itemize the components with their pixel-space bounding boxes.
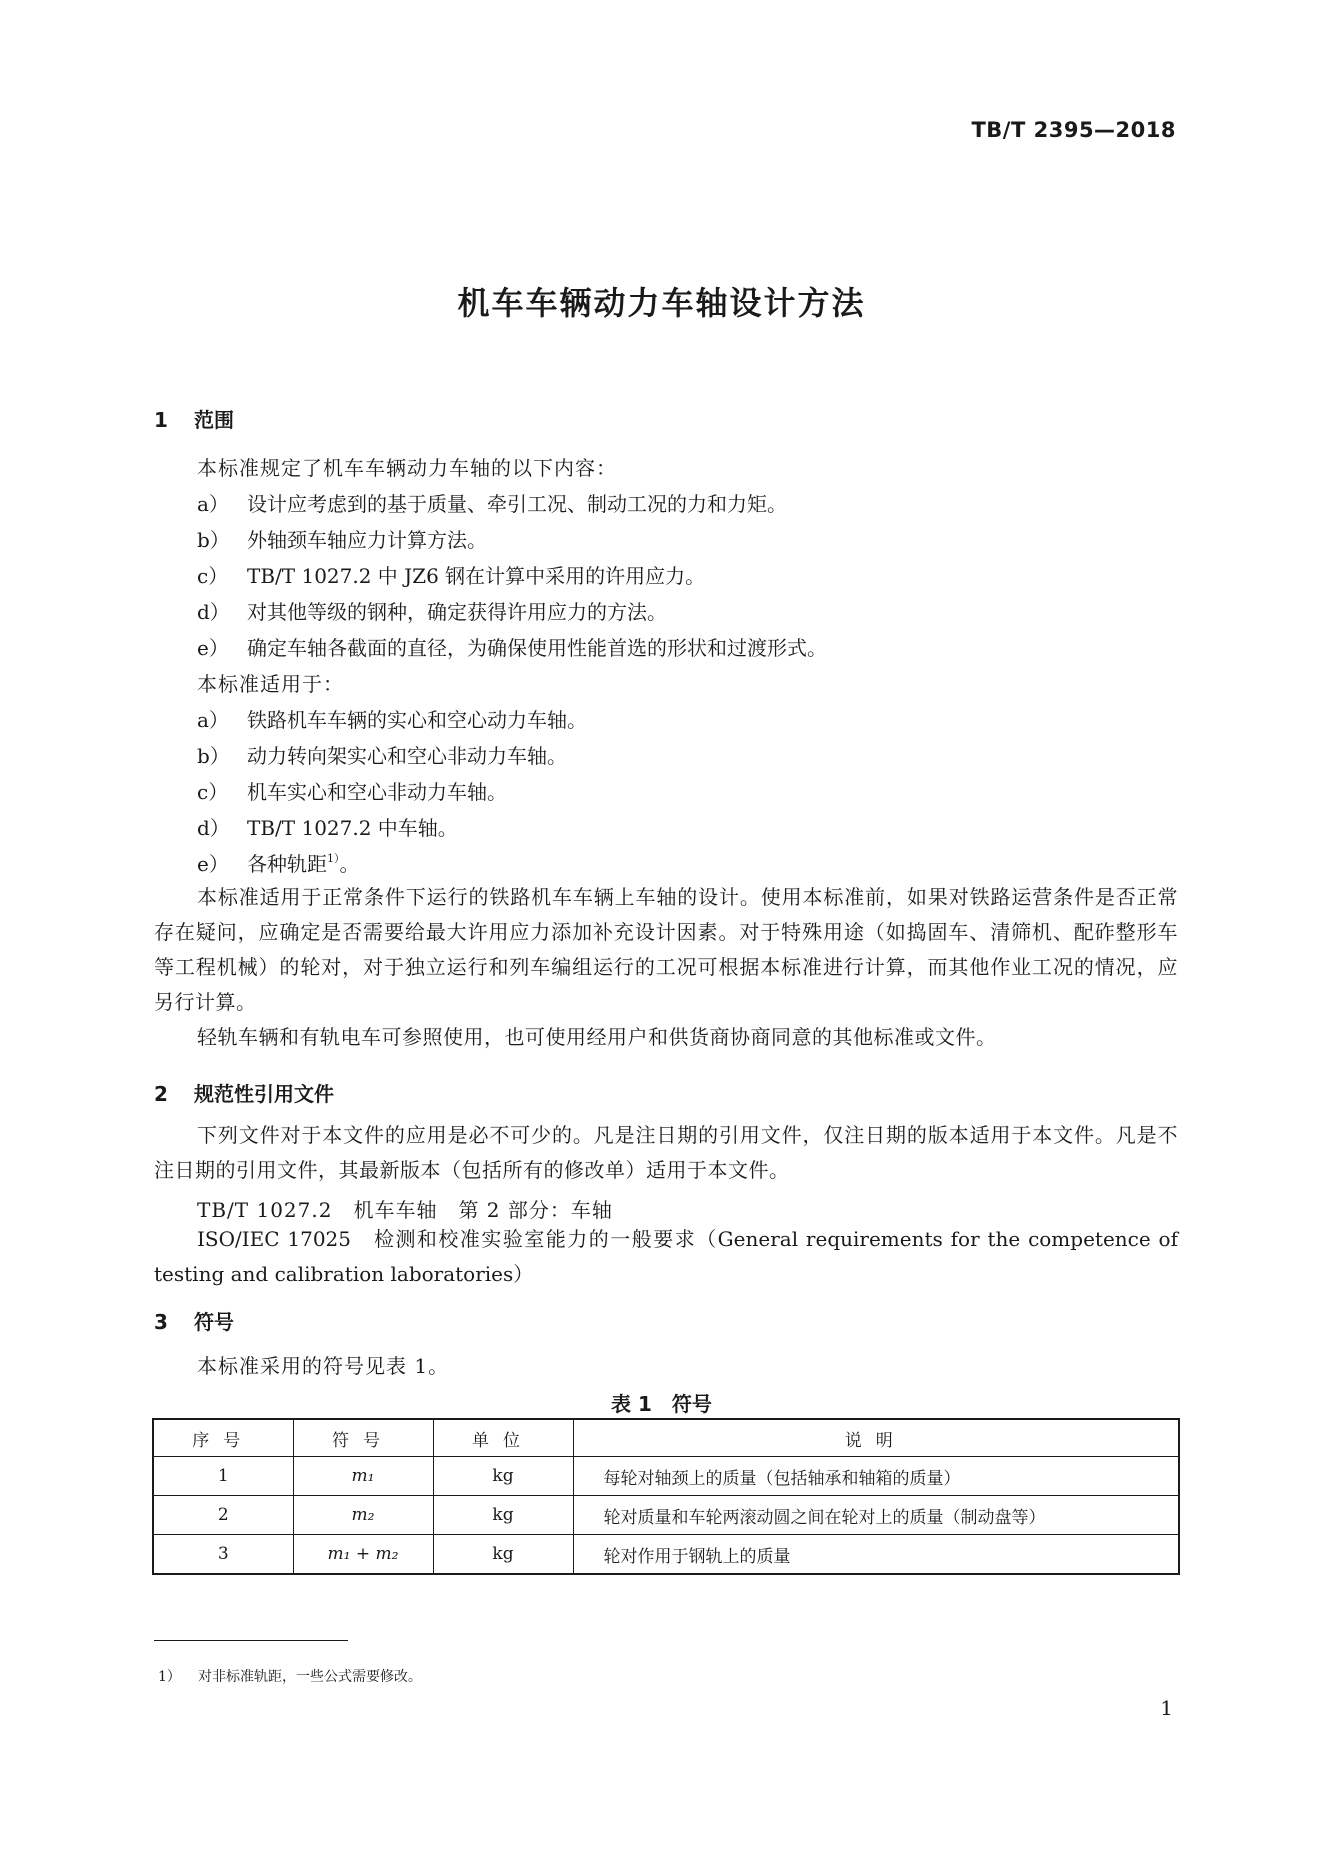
symbols-intro: 本标准采用的符号见表 1。 bbox=[197, 1354, 450, 1378]
list-item bbox=[197, 740, 567, 769]
list-item bbox=[197, 596, 667, 625]
item-label: d） bbox=[197, 600, 230, 624]
cell-symbol: m₂ bbox=[293, 1496, 433, 1535]
table-caption: 表 1 符号 bbox=[611, 1392, 712, 1416]
section-title: 符号 bbox=[194, 1310, 234, 1334]
table-row bbox=[153, 1496, 1179, 1535]
item-text: 对其他等级的钢种，确定获得许用应力的方法。 bbox=[247, 600, 667, 624]
item-label: d） bbox=[197, 816, 230, 840]
footnote-text: 对非标准轨距，一些公式需要修改。 bbox=[198, 1669, 422, 1685]
cell-description: 轮对作用于钢轨上的质量 bbox=[573, 1535, 1179, 1575]
section-title: 规范性引用文件 bbox=[194, 1082, 334, 1106]
list-item bbox=[197, 704, 587, 733]
section-2-heading bbox=[154, 1078, 334, 1107]
footnote-ref[interactable]: 1） bbox=[327, 852, 340, 865]
section-number: 2 bbox=[154, 1082, 168, 1106]
item-text: TB/T 1027.2 中 JZ6 钢在计算中采用的许用应力。 bbox=[247, 564, 706, 588]
cell-symbol: m₁ + m₂ bbox=[293, 1535, 433, 1575]
standard-code: TB/T 2395—2018 bbox=[971, 118, 1176, 142]
table-header-row bbox=[153, 1419, 1179, 1457]
item-text: 铁路机车车辆的实心和空心动力车轴。 bbox=[247, 708, 587, 732]
list-item bbox=[197, 488, 787, 517]
cell-index: 3 bbox=[153, 1535, 293, 1575]
reference-iso-17025: ISO/IEC 17025 检测和校准实验室能力的一般要求（General requirements for the competence of testing and calibration laboratories） bbox=[154, 1227, 1178, 1286]
cell-symbol: m₁ bbox=[293, 1457, 433, 1496]
item-label: e） bbox=[197, 636, 229, 660]
item-tail: 。 bbox=[339, 852, 360, 876]
scope-paragraph: 本标准适用于正常条件下运行的铁路机车车辆上车轴的设计。使用本标准前，如果对铁路运营条件是否正常存在疑问，应确定是否需要给最大许用应力添加补充设计因素。对于特殊用途（如捣固车、清筛机、配砟整形车等工程机械）的轮对，对于独立运行和列车编组运行的工况可根据本标准进行计算，而其他作业工况的情况，应另行计算。 bbox=[154, 885, 1178, 1014]
cell-unit: kg bbox=[433, 1457, 573, 1496]
footnote bbox=[158, 1666, 422, 1686]
list-item bbox=[197, 560, 705, 589]
cell-description: 每轮对轴颈上的质量（包括轴承和轴箱的质量） bbox=[573, 1457, 1179, 1496]
reference-tbt-1027-2: TB/T 1027.2 机车车轴 第 2 部分：车轴 bbox=[197, 1198, 613, 1222]
section-number: 1 bbox=[154, 408, 168, 432]
table-row bbox=[153, 1457, 1179, 1496]
item-text: 各种轨距 bbox=[247, 852, 327, 876]
item-text: 外轴颈车轴应力计算方法。 bbox=[247, 528, 487, 552]
item-text: 动力转向架实心和空心非动力车轴。 bbox=[247, 744, 567, 768]
light-rail-paragraph: 轻轨车辆和有轨电车可参照使用，也可使用经用户和供货商协商同意的其他标准或文件。 bbox=[197, 1025, 997, 1049]
list-item bbox=[197, 812, 458, 841]
item-label: e） bbox=[197, 852, 229, 876]
section-1-intro: 本标准规定了机车车辆动力车轴的以下内容： bbox=[197, 456, 617, 480]
column-header: 序号 bbox=[153, 1419, 293, 1457]
column-header: 单位 bbox=[433, 1419, 573, 1457]
cell-index: 2 bbox=[153, 1496, 293, 1535]
column-header: 说明 bbox=[573, 1419, 1179, 1457]
symbols-table bbox=[152, 1418, 1180, 1575]
list-item bbox=[197, 848, 360, 877]
cell-unit: kg bbox=[433, 1535, 573, 1575]
section-number: 3 bbox=[154, 1310, 168, 1334]
footnote-label: 1） bbox=[158, 1669, 181, 1685]
cell-unit: kg bbox=[433, 1496, 573, 1535]
item-text: 机车实心和空心非动力车轴。 bbox=[247, 780, 507, 804]
item-label: b） bbox=[197, 744, 230, 768]
item-label: a） bbox=[197, 708, 229, 732]
item-label: c） bbox=[197, 564, 229, 588]
footnote-divider bbox=[154, 1640, 348, 1641]
scope-intro: 本标准适用于： bbox=[197, 672, 344, 696]
column-header: 符号 bbox=[293, 1419, 433, 1457]
list-item bbox=[197, 632, 827, 661]
normative-paragraph: 下列文件对于本文件的应用是必不可少的。凡是注日期的引用文件，仅注日期的版本适用于本文件。凡是不注日期的引用文件，其最新版本（包括所有的修改单）适用于本文件。 bbox=[154, 1123, 1178, 1182]
item-label: a） bbox=[197, 492, 229, 516]
cell-index: 1 bbox=[153, 1457, 293, 1496]
section-1-heading bbox=[154, 404, 234, 433]
cell-description: 轮对质量和车轮两滚动圆之间在轮对上的质量（制动盘等） bbox=[573, 1496, 1179, 1535]
item-label: c） bbox=[197, 780, 229, 804]
item-text: 确定车轴各截面的直径，为确保使用性能首选的形状和过渡形式。 bbox=[247, 636, 827, 660]
list-item bbox=[197, 524, 487, 553]
page-number: 1 bbox=[1160, 1696, 1173, 1720]
item-text: TB/T 1027.2 中车轴。 bbox=[247, 816, 458, 840]
list-item bbox=[197, 776, 507, 805]
table-row bbox=[153, 1535, 1179, 1575]
section-3-heading bbox=[154, 1306, 234, 1335]
item-label: b） bbox=[197, 528, 230, 552]
section-title: 范围 bbox=[194, 408, 234, 432]
document-title: 机车车辆动力车轴设计方法 bbox=[457, 284, 866, 322]
item-text: 设计应考虑到的基于质量、牵引工况、制动工况的力和力矩。 bbox=[247, 492, 787, 516]
